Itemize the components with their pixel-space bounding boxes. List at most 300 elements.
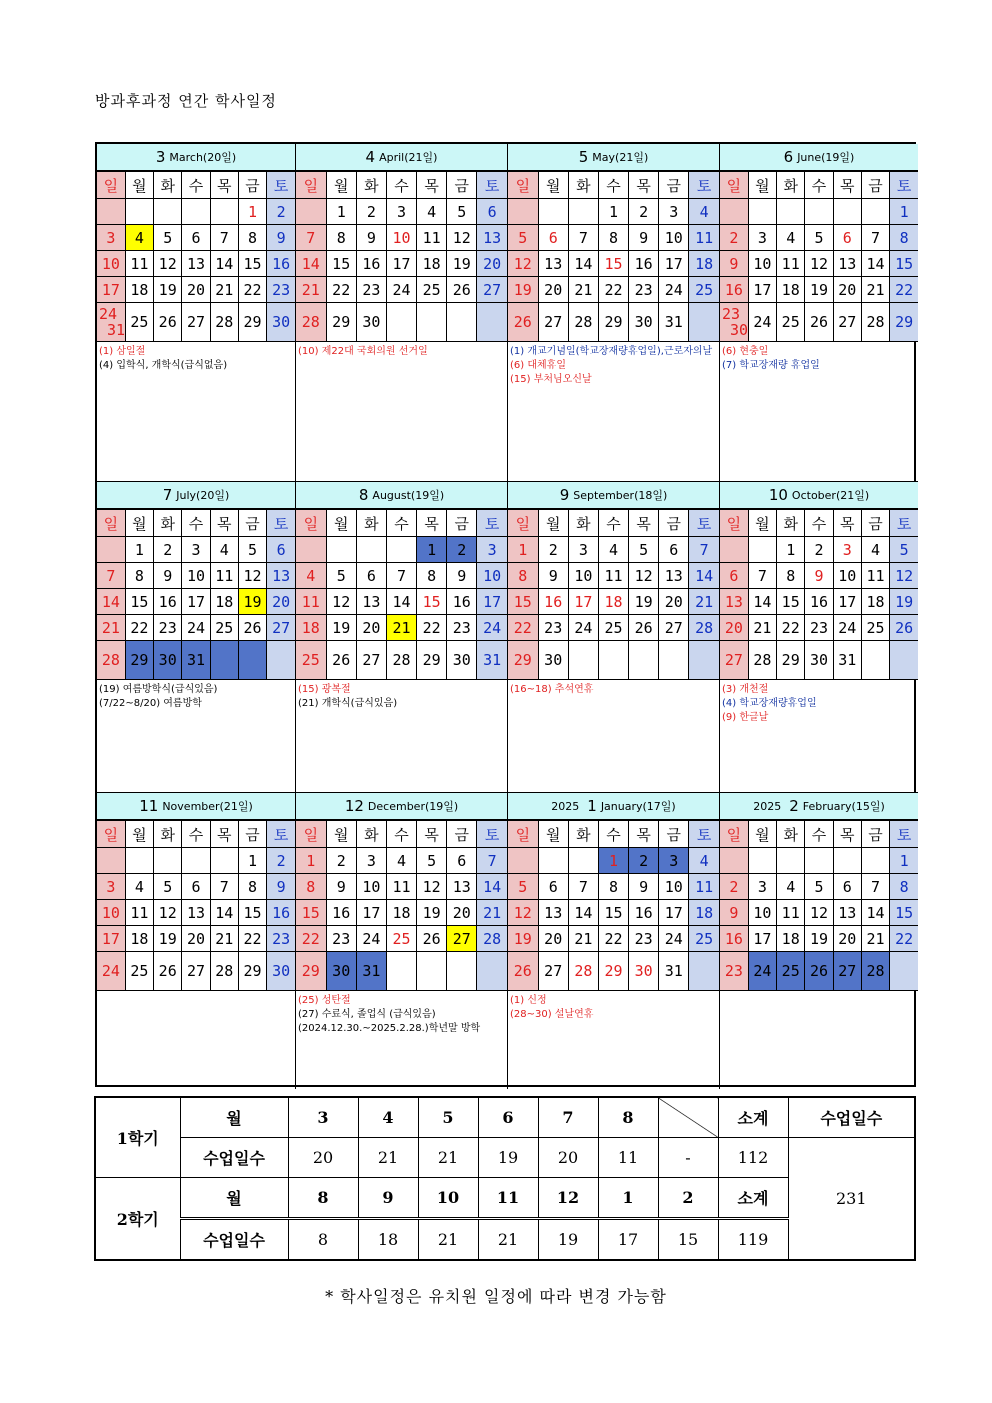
month-name: September(18일) <box>573 489 668 502</box>
weekday-header: 월 <box>125 510 153 537</box>
day-cell: 19 <box>890 589 918 615</box>
day-cell: 12 <box>238 563 266 589</box>
weekday-header: 화 <box>356 510 386 537</box>
day-cell: 25 <box>386 926 416 952</box>
weekday-header: 토 <box>267 172 295 199</box>
note-item: (1) 삼일절 <box>99 346 146 357</box>
weekday-header: 일 <box>508 172 538 199</box>
day-cell: 15 <box>598 900 628 926</box>
weekday-header: 금 <box>861 510 889 537</box>
month-name: June(19일) <box>797 151 855 164</box>
day-cell: 12 <box>805 900 833 926</box>
footnote: * 학사일정은 유치원 일정에 따라 변경 가능함 <box>325 1287 667 1306</box>
day-cell: 8 <box>598 225 628 251</box>
summary-table <box>94 1096 916 1261</box>
day-cell: 28 <box>568 303 598 342</box>
month-calendar <box>296 793 508 1089</box>
month-header <box>97 144 295 171</box>
day-cell: 7 <box>296 225 326 251</box>
day-cell: 11 <box>689 874 719 900</box>
day-cell <box>296 199 326 225</box>
weekday-header: 수 <box>598 172 628 199</box>
day-cell: 28 <box>386 641 416 680</box>
day-cell: 20 <box>447 900 477 926</box>
month-header: 월 <box>180 1178 288 1219</box>
day-cell: 18 <box>598 589 628 615</box>
day-cell: 23 <box>356 277 386 303</box>
day-cell <box>720 303 748 342</box>
weekday-header: 화 <box>154 821 182 848</box>
day-cell: 15 <box>296 900 326 926</box>
weekday-header: 목 <box>629 172 659 199</box>
month-header <box>296 482 507 509</box>
day-cell: 11 <box>296 589 326 615</box>
note-item: (4) 입학식, 개학식(급식없음) <box>99 360 228 371</box>
note-item: (3) 개천절 <box>722 684 769 695</box>
day-cell <box>210 641 238 680</box>
day-cell: 2 <box>447 537 477 563</box>
day-cell: 10 <box>477 563 507 589</box>
day-cell: 5 <box>238 537 266 563</box>
day-cell: 21 <box>296 277 326 303</box>
day-cell: 22 <box>598 277 628 303</box>
weekday-header: 일 <box>508 510 538 537</box>
day-cell: 16 <box>356 251 386 277</box>
note-item: (2024.12.30.~2025.2.28.)학년말 방학 <box>298 1023 481 1034</box>
weekday-header: 토 <box>477 510 507 537</box>
day-cell: 7 <box>568 874 598 900</box>
month-table <box>296 820 507 991</box>
day-cell: 17 <box>659 900 689 926</box>
day-cell: 29 <box>890 303 918 342</box>
weekday-header: 목 <box>417 510 447 537</box>
note-item: (16~18) 추석연휴 <box>510 684 594 695</box>
day-cell: 10 <box>386 225 416 251</box>
day-cell: 25 <box>689 926 719 952</box>
day-cell: 24 <box>659 926 689 952</box>
day-cell: 5 <box>508 874 538 900</box>
weekday-header: 목 <box>210 821 238 848</box>
note-item: (27) 수료식, 졸업식 (급식있음) <box>298 1009 436 1020</box>
day-cell: 6 <box>659 537 689 563</box>
day-cell: 23 <box>629 277 659 303</box>
day-cell: 27 <box>447 926 477 952</box>
day-cell: 19 <box>805 926 833 952</box>
weekday-header: 월 <box>125 172 153 199</box>
day-cell <box>598 641 628 680</box>
calendar-grid <box>95 142 916 1087</box>
day-cell: 21 <box>861 277 889 303</box>
day-cell: 5 <box>890 537 918 563</box>
day-cell: 26 <box>805 303 833 342</box>
day-cell: 11 <box>598 563 628 589</box>
month-number: 5 <box>578 148 589 166</box>
day-cell: 21 <box>748 615 776 641</box>
day-cell: 5 <box>326 563 356 589</box>
day-cell: 8 <box>890 225 918 251</box>
page-title: 방과후과정 연간 학사일정 <box>95 92 277 110</box>
month-notes <box>296 991 507 1089</box>
month-name: July(20일) <box>176 489 230 502</box>
day-cell: 25 <box>125 303 153 342</box>
day-cell: 19 <box>508 277 538 303</box>
day-cell: 25 <box>689 277 719 303</box>
day-cell: 20 <box>182 926 210 952</box>
day-cell: 23 <box>538 615 568 641</box>
month-table <box>97 171 295 342</box>
day-cell <box>238 641 266 680</box>
weekday-header: 월 <box>125 821 153 848</box>
day-cell: 20 <box>538 926 568 952</box>
month-name: November(21일) <box>162 800 253 813</box>
day-cell: 21 <box>210 926 238 952</box>
month-notes <box>508 680 719 792</box>
month-name: February(15일) <box>802 800 885 813</box>
note-item: (28~30) 설날연휴 <box>510 1009 594 1020</box>
day-cell: 8 <box>326 225 356 251</box>
month-name: December(19일) <box>367 800 459 813</box>
day-cell <box>748 848 776 874</box>
day-cell: 2 <box>629 848 659 874</box>
month-table <box>720 509 918 680</box>
day-cell <box>777 848 805 874</box>
day-cell: 12 <box>154 251 182 277</box>
day-cell: 14 <box>210 251 238 277</box>
day-cell <box>97 537 125 563</box>
day-cell: 13 <box>659 563 689 589</box>
note-item: (7/22~8/20) 여름방학 <box>99 698 202 709</box>
day-cell <box>568 641 598 680</box>
day-cell: 7 <box>210 225 238 251</box>
day-cell: 12 <box>154 900 182 926</box>
day-cell <box>210 848 238 874</box>
day-cell: 23 <box>720 952 748 991</box>
weekday-header: 금 <box>238 510 266 537</box>
sem1-days: - <box>658 1138 718 1178</box>
day-cell: 25 <box>210 615 238 641</box>
day-cell: 28 <box>861 952 889 991</box>
day-cell: 21 <box>97 615 125 641</box>
day-cell: 29 <box>296 952 326 991</box>
day-cell: 21 <box>568 926 598 952</box>
sem1-month: 3 <box>288 1097 358 1138</box>
day-cell: 12 <box>508 900 538 926</box>
day-cell: 26 <box>154 952 182 991</box>
day-cell: 30 <box>538 641 568 680</box>
day-cell: 29 <box>326 303 356 342</box>
day-cell: 12 <box>629 563 659 589</box>
day-cell: 3 <box>477 537 507 563</box>
day-cell: 14 <box>97 589 125 615</box>
day-cell: 4 <box>125 874 153 900</box>
day-cell: 18 <box>125 277 153 303</box>
month-notes <box>97 680 295 792</box>
day-cell: 16 <box>267 251 295 277</box>
weekday-header: 일 <box>508 821 538 848</box>
day-cell: 13 <box>477 225 507 251</box>
day-cell: 4 <box>125 225 153 251</box>
day-cell: 1 <box>890 199 918 225</box>
day-cell: 28 <box>568 952 598 991</box>
weekday-header: 일 <box>97 510 125 537</box>
day-cell: 8 <box>777 563 805 589</box>
weekday-header: 토 <box>689 172 719 199</box>
month-calendar <box>508 793 720 1089</box>
day-cell: 5 <box>805 874 833 900</box>
day-cell <box>689 641 719 680</box>
sem1-month-row <box>95 1097 915 1138</box>
day-cell: 18 <box>296 615 326 641</box>
day-cell <box>890 641 918 680</box>
day-cell: 17 <box>659 251 689 277</box>
note-item: (25) 성탄절 <box>298 995 351 1006</box>
day-cell <box>805 848 833 874</box>
day-cell: 12 <box>326 589 356 615</box>
month-header <box>720 144 918 171</box>
weekday-header: 금 <box>861 172 889 199</box>
day-cell <box>386 303 416 342</box>
month-number: 2 <box>789 797 799 815</box>
weekday-header: 목 <box>417 821 447 848</box>
weekday-header: 금 <box>659 172 689 199</box>
day-cell: 11 <box>386 874 416 900</box>
day-cell: 1 <box>598 848 628 874</box>
day-cell <box>538 848 568 874</box>
day-cell <box>748 537 776 563</box>
day-cell: 11 <box>861 563 889 589</box>
day-cell: 2 <box>805 537 833 563</box>
day-cell: 24 <box>748 303 776 342</box>
weekday-header: 토 <box>890 172 918 199</box>
weekday-header: 목 <box>833 172 861 199</box>
day-cell: 17 <box>748 926 776 952</box>
weekday-header: 토 <box>890 510 918 537</box>
day-cell <box>720 199 748 225</box>
day-cell: 2 <box>720 874 748 900</box>
day-cell: 16 <box>629 900 659 926</box>
month-notes <box>97 342 295 481</box>
day-cell: 20 <box>538 277 568 303</box>
day-cell: 20 <box>720 615 748 641</box>
day-cell: 25 <box>125 952 153 991</box>
day-cell: 20 <box>182 277 210 303</box>
day-cell: 18 <box>861 589 889 615</box>
weekday-header: 수 <box>386 510 416 537</box>
day-cell: 24 <box>477 615 507 641</box>
day-cell <box>689 952 719 991</box>
day-cell: 14 <box>861 251 889 277</box>
note-item: (6) 현충일 <box>722 346 769 357</box>
sem1-days: 21 <box>418 1138 478 1178</box>
day-cell <box>720 848 748 874</box>
day-cell: 4 <box>417 199 447 225</box>
month-calendar <box>720 793 918 1089</box>
day-cell: 6 <box>182 874 210 900</box>
day-cell: 13 <box>356 589 386 615</box>
day-cell: 16 <box>154 589 182 615</box>
day-cell: 7 <box>386 563 416 589</box>
days-header: 수업일수 <box>180 1219 288 1261</box>
weekday-header: 목 <box>210 172 238 199</box>
day-cell: 20 <box>267 589 295 615</box>
day-cell: 9 <box>629 874 659 900</box>
day-cell: 18 <box>777 277 805 303</box>
day-cell <box>210 199 238 225</box>
weekday-header: 화 <box>154 510 182 537</box>
day-cell: 26 <box>447 277 477 303</box>
weekday-header: 일 <box>296 510 326 537</box>
day-cell: 16 <box>326 900 356 926</box>
day-cell: 4 <box>210 537 238 563</box>
day-cell: 6 <box>182 225 210 251</box>
day-cell: 3 <box>97 225 125 251</box>
month-number: 10 <box>768 486 788 504</box>
day-number: 31 <box>107 321 126 339</box>
weekday-header: 수 <box>386 172 416 199</box>
day-cell: 2 <box>720 225 748 251</box>
day-cell: 30 <box>805 641 833 680</box>
day-cell: 6 <box>538 874 568 900</box>
day-cell: 25 <box>417 277 447 303</box>
day-cell: 3 <box>386 199 416 225</box>
day-cell: 26 <box>629 615 659 641</box>
day-cell: 24 <box>659 277 689 303</box>
day-cell: 31 <box>659 303 689 342</box>
day-cell: 6 <box>833 225 861 251</box>
day-cell: 22 <box>238 277 266 303</box>
day-cell: 24 <box>182 615 210 641</box>
day-cell: 15 <box>417 589 447 615</box>
day-cell: 11 <box>777 251 805 277</box>
day-cell <box>689 303 719 342</box>
weekday-header: 화 <box>777 821 805 848</box>
day-cell: 17 <box>97 926 125 952</box>
day-cell: 5 <box>805 225 833 251</box>
day-cell: 20 <box>659 589 689 615</box>
month-notes <box>296 342 507 481</box>
day-cell: 31 <box>477 641 507 680</box>
day-cell: 28 <box>477 926 507 952</box>
day-cell: 26 <box>154 303 182 342</box>
total-days: 231 <box>788 1138 915 1261</box>
day-cell: 1 <box>296 848 326 874</box>
day-cell: 16 <box>629 251 659 277</box>
day-cell: 27 <box>182 303 210 342</box>
day-cell: 22 <box>508 615 538 641</box>
month-name: May(21일) <box>592 151 649 164</box>
day-cell: 9 <box>326 874 356 900</box>
day-cell: 18 <box>386 900 416 926</box>
weekday-header: 수 <box>386 821 416 848</box>
sem1-month: 4 <box>358 1097 418 1138</box>
day-cell: 4 <box>689 199 719 225</box>
note-item: (1) 신정 <box>510 995 547 1006</box>
weekday-header: 월 <box>538 510 568 537</box>
day-cell: 23 <box>267 277 295 303</box>
weekday-header: 토 <box>477 172 507 199</box>
day-cell: 26 <box>890 615 918 641</box>
day-cell: 4 <box>689 848 719 874</box>
day-cell <box>417 952 447 991</box>
day-cell: 9 <box>720 251 748 277</box>
day-cell: 14 <box>689 563 719 589</box>
day-cell <box>538 199 568 225</box>
day-cell <box>296 537 326 563</box>
month-table <box>296 171 507 342</box>
day-cell <box>477 952 507 991</box>
day-cell <box>890 952 918 991</box>
day-cell: 30 <box>154 641 182 680</box>
day-cell: 1 <box>238 848 266 874</box>
day-cell: 23 <box>154 615 182 641</box>
day-cell <box>447 952 477 991</box>
day-cell: 18 <box>125 926 153 952</box>
day-cell: 26 <box>508 303 538 342</box>
weekday-header: 화 <box>568 821 598 848</box>
month-number: 4 <box>365 148 376 166</box>
sem2-month: 9 <box>358 1178 418 1219</box>
day-cell: 24 <box>833 615 861 641</box>
sem2-days: 8 <box>288 1219 358 1261</box>
day-cell: 11 <box>125 251 153 277</box>
day-cell: 28 <box>97 641 125 680</box>
day-cell: 4 <box>777 225 805 251</box>
month-year: 2025 <box>753 799 782 813</box>
day-cell: 14 <box>210 900 238 926</box>
day-cell <box>508 848 538 874</box>
day-cell: 19 <box>154 926 182 952</box>
day-cell: 12 <box>508 251 538 277</box>
days-header: 수업일수 <box>180 1138 288 1178</box>
day-cell: 5 <box>629 537 659 563</box>
day-cell: 21 <box>861 926 889 952</box>
sem2-month: 10 <box>418 1178 478 1219</box>
day-cell: 6 <box>538 225 568 251</box>
day-cell: 22 <box>890 926 918 952</box>
day-cell: 29 <box>598 303 628 342</box>
day-cell: 26 <box>805 952 833 991</box>
day-cell: 29 <box>777 641 805 680</box>
day-cell: 31 <box>356 952 386 991</box>
day-cell <box>568 199 598 225</box>
day-cell: 8 <box>125 563 153 589</box>
day-cell: 29 <box>125 641 153 680</box>
day-cell: 2 <box>326 848 356 874</box>
day-cell: 30 <box>447 641 477 680</box>
note-item: (6) 대체휴일 <box>510 360 566 371</box>
day-cell: 24 <box>748 952 776 991</box>
day-cell: 26 <box>238 615 266 641</box>
day-cell: 10 <box>748 900 776 926</box>
day-cell: 23 <box>447 615 477 641</box>
day-cell: 19 <box>417 900 447 926</box>
month-header: 월 <box>180 1097 288 1138</box>
day-cell <box>748 199 776 225</box>
weekday-header: 토 <box>890 821 918 848</box>
month-notes <box>97 991 295 1089</box>
day-cell: 28 <box>861 303 889 342</box>
weekday-header: 금 <box>238 821 266 848</box>
sem2-days: 19 <box>538 1219 598 1261</box>
day-cell: 16 <box>447 589 477 615</box>
weekday-header: 금 <box>861 821 889 848</box>
day-cell: 2 <box>629 199 659 225</box>
day-cell: 7 <box>689 537 719 563</box>
day-cell: 22 <box>238 926 266 952</box>
weekday-header: 화 <box>777 510 805 537</box>
day-cell: 17 <box>386 251 416 277</box>
day-cell: 8 <box>238 874 266 900</box>
